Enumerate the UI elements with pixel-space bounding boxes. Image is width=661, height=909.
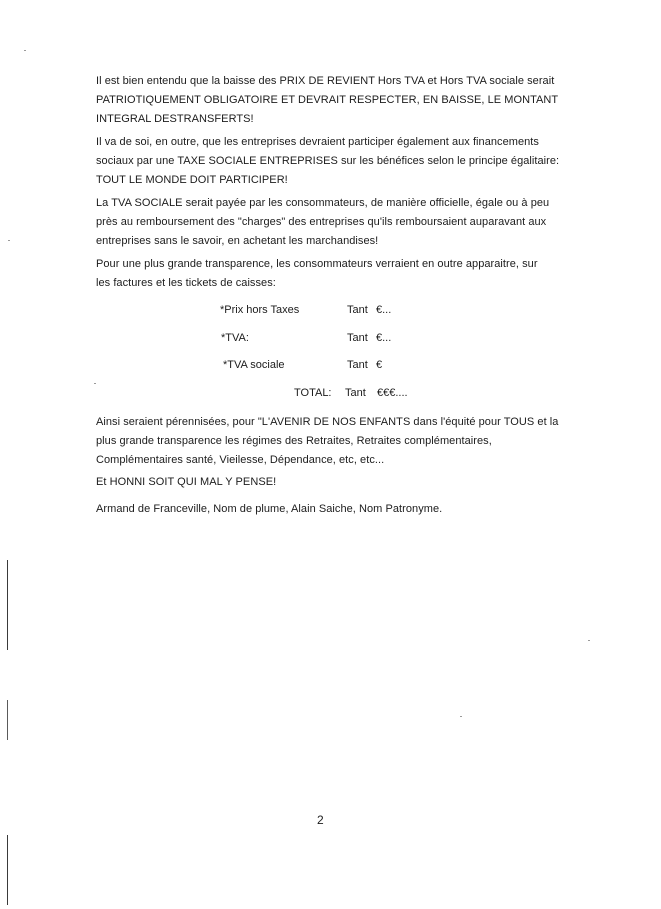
price-label-tva: *TVA: bbox=[221, 332, 249, 344]
text-line: plus grande transparence les régimes des Retraites, Retraites complémentaires, bbox=[96, 435, 492, 447]
paragraph-transparence bbox=[96, 255, 556, 293]
paragraph-honni-soit bbox=[96, 473, 556, 492]
text-line: Il est bien entendu que la baisse des PRIX DE REVIENT Hors TVA et Hors TVA sociale serait bbox=[96, 75, 555, 87]
scan-edge-mark bbox=[7, 560, 8, 650]
paragraph-taxe-sociale-entreprises bbox=[96, 133, 560, 190]
text-line: INTEGRAL DESTRANSFERTS! bbox=[96, 113, 254, 125]
text-line: Complémentaires santé, Vieilesse, Dépendance, etc, etc... bbox=[96, 454, 385, 466]
page-number: 2 bbox=[317, 813, 324, 827]
scan-speck bbox=[8, 240, 10, 241]
scan-speck bbox=[94, 383, 96, 384]
text-line: PATRIOTIQUEMENT OBLIGATOIRE ET DEVRAIT RESPECTER, EN BAISSE, LE MONTANT bbox=[96, 94, 559, 106]
text-line: La TVA SOCIALE serait payée par les consommateurs, de manière officielle, égale ou à peu bbox=[96, 197, 550, 209]
price-value: €... bbox=[376, 332, 392, 344]
text-line: Pour une plus grande transparence, les consommateurs verraient en outre apparaitre, sur bbox=[96, 258, 538, 270]
text-line: Ainsi seraient pérennisées, pour "L'AVENIR DE NOS ENFANTS dans l'équité pour TOUS et la bbox=[96, 416, 559, 428]
signature-line bbox=[96, 500, 556, 519]
text-line: entreprises sans le savoir, en achetant les marchandises! bbox=[96, 235, 379, 247]
text-line: près au remboursement des "charges" des entreprises qu'ils remboursaient auparavant aux bbox=[96, 216, 547, 228]
price-value: €... bbox=[376, 304, 392, 316]
price-label-prix-hors-taxes: *Prix hors Taxes bbox=[220, 304, 300, 316]
price-tant: Tant bbox=[347, 332, 368, 344]
price-tant: Tant bbox=[345, 387, 366, 399]
scan-edge-mark bbox=[7, 835, 8, 905]
scan-speck bbox=[460, 716, 462, 717]
text-line: sociaux par une TAXE SOCIALE ENTREPRISES sur les bénéfices selon le principe égalitaire: bbox=[96, 155, 560, 167]
paragraph-tva-sociale bbox=[96, 194, 556, 251]
price-value-total: €€€.... bbox=[377, 387, 408, 399]
text-line: Il va de soi, en outre, que les entreprises devraient participer également aux financements bbox=[96, 136, 539, 148]
scan-speck bbox=[588, 640, 590, 641]
paragraph-prix-de-revient bbox=[96, 72, 559, 129]
price-tant: Tant bbox=[347, 359, 368, 371]
price-label-tva-sociale: *TVA sociale bbox=[223, 359, 285, 371]
text-line: TOUT LE MONDE DOIT PARTICIPER! bbox=[96, 174, 288, 186]
text-line: Et HONNI SOIT QUI MAL Y PENSE! bbox=[96, 476, 277, 488]
price-tant: Tant bbox=[347, 304, 368, 316]
text-line: Armand de Franceville, Nom de plume, Alain Saiche, Nom Patronyme. bbox=[96, 503, 443, 515]
scan-edge-mark bbox=[7, 700, 8, 740]
scan-speck bbox=[24, 50, 26, 51]
paragraph-avenir-de-nos-enfants bbox=[96, 413, 559, 470]
text-line: les factures et les tickets de caisses: bbox=[96, 277, 276, 289]
price-label-total: TOTAL: bbox=[294, 387, 332, 399]
price-value: € bbox=[376, 359, 383, 371]
